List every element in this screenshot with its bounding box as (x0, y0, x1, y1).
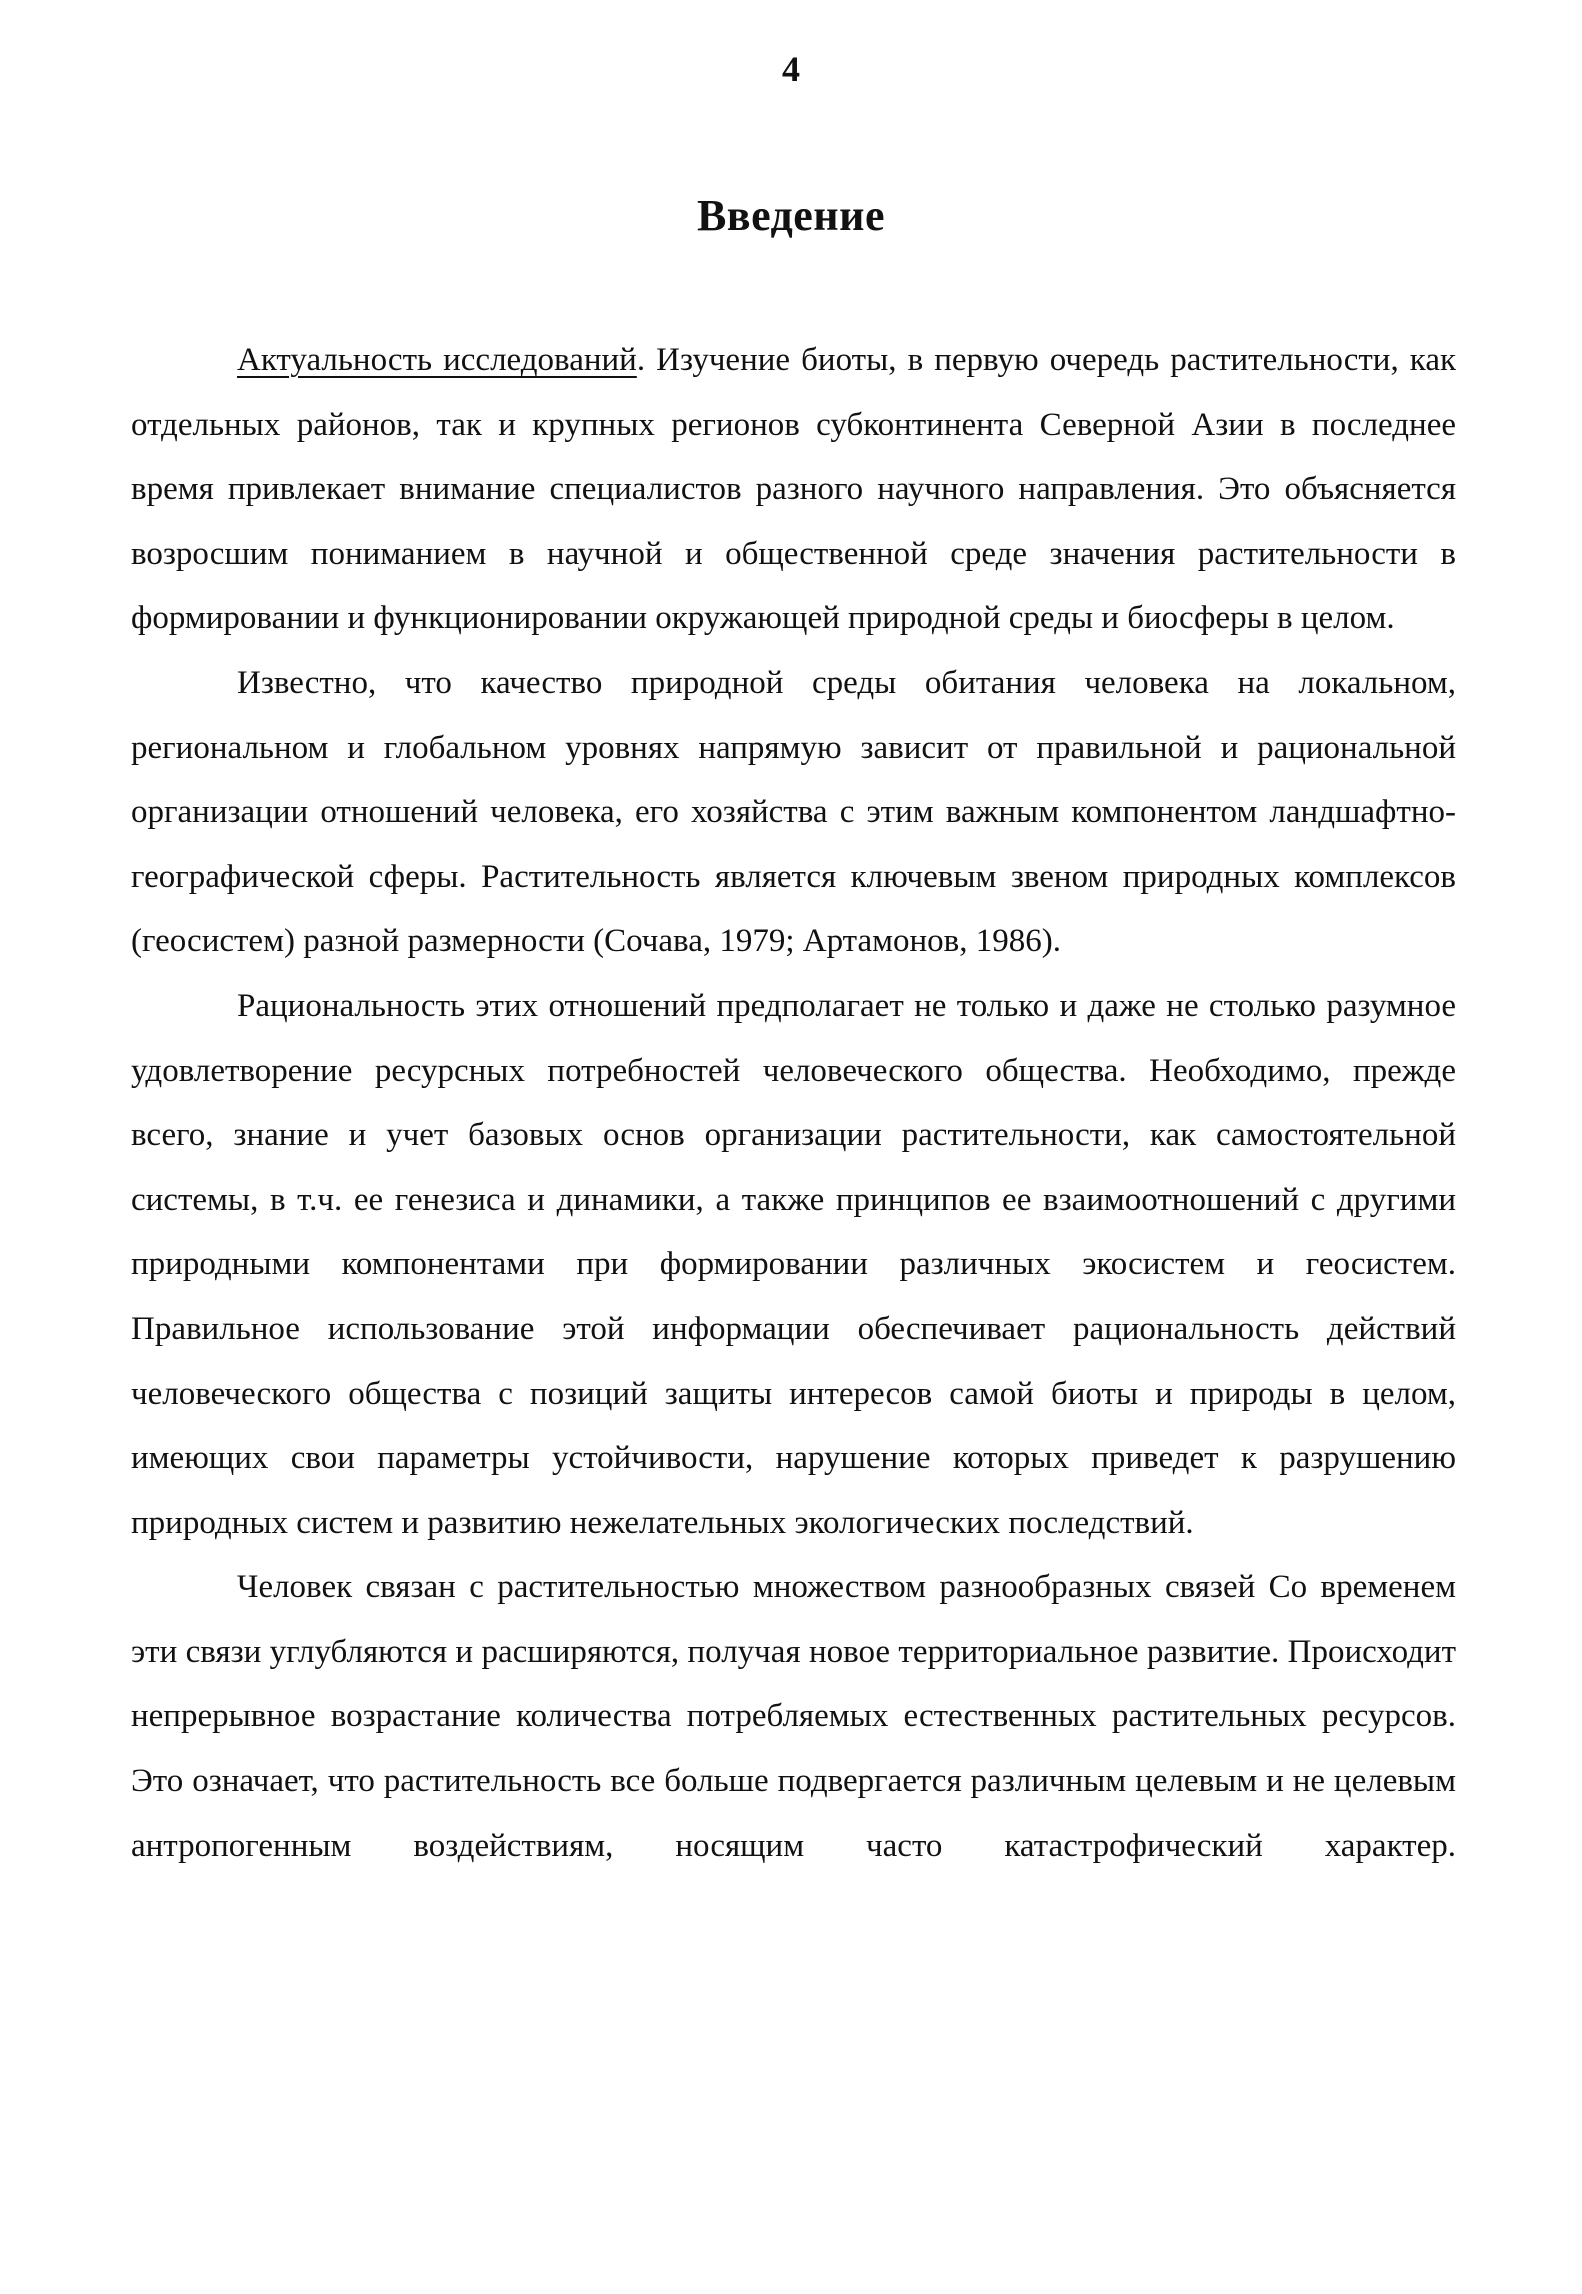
paragraph-environment-quality: Известно, что качество природной среды обитания человека на локальном, региональном и глобальном уровнях напрямую зависит от правильной и рациональной организации отношений человека, его хозяйства с этим важным компонентом ландшафтно-географической сферы. Растительность является ключевым звеном природных комплексов (геосистем) разной размерности (Сочава, 1979; Артамонов, 1986). (131, 664, 1456, 960)
paragraph-relevance (131, 328, 1456, 651)
paragraph-rationality: Рациональность этих отношений предполагает не только и даже не столько разумное удовлетворение ресурсных потребностей человеческого общества. Необходимо, прежде всего, знание и учет базовых основ организации растительности, как самостоятельной системы, в т.ч. ее генезиса и динамики, а также принципов ее взаимоотношений с другими природными компонентами при формировании различных экосистем и геосистем. Правильное использование этой информации обеспечивает рациональность действий человеческого общества с позиций защиты интересов самой биоты и природы в целом, имеющих свои параметры устойчивости, нарушение которых приведет к разрушению природных систем и развитию нежелательных экологических последствий. (131, 987, 1456, 1541)
page-number: 4 (782, 49, 800, 89)
paragraph-text: . Изучение биоты, в первую очередь растительности, как отдельных районов, так и крупных регионов субконтинента Северной Азии в последнее время привлекает внимание специалистов разного научного направления. Это объясняется возросшим пониманием в научной и общественной среде значения растительности в формировании и функционировании окружающей природной среды и биосферы в целом. (131, 342, 1456, 637)
body-text (131, 328, 1456, 1878)
relevance-heading: Актуальность исследований (237, 342, 637, 378)
page-title: Введение (696, 191, 886, 240)
paragraph-human-vegetation: Человек связан с растительностью множеством разнообразных связей Со временем эти связи углубляются и расширяются, получая новое территориальное развитие. Происходит непрерывное возрастание количества потребляемых естественных растительных ресурсов. Это означает, что растительность все больше подвергается различным целевым и не целевым антропогенным воздействиям, носящим часто катастрофический характер. (131, 1569, 1456, 1864)
